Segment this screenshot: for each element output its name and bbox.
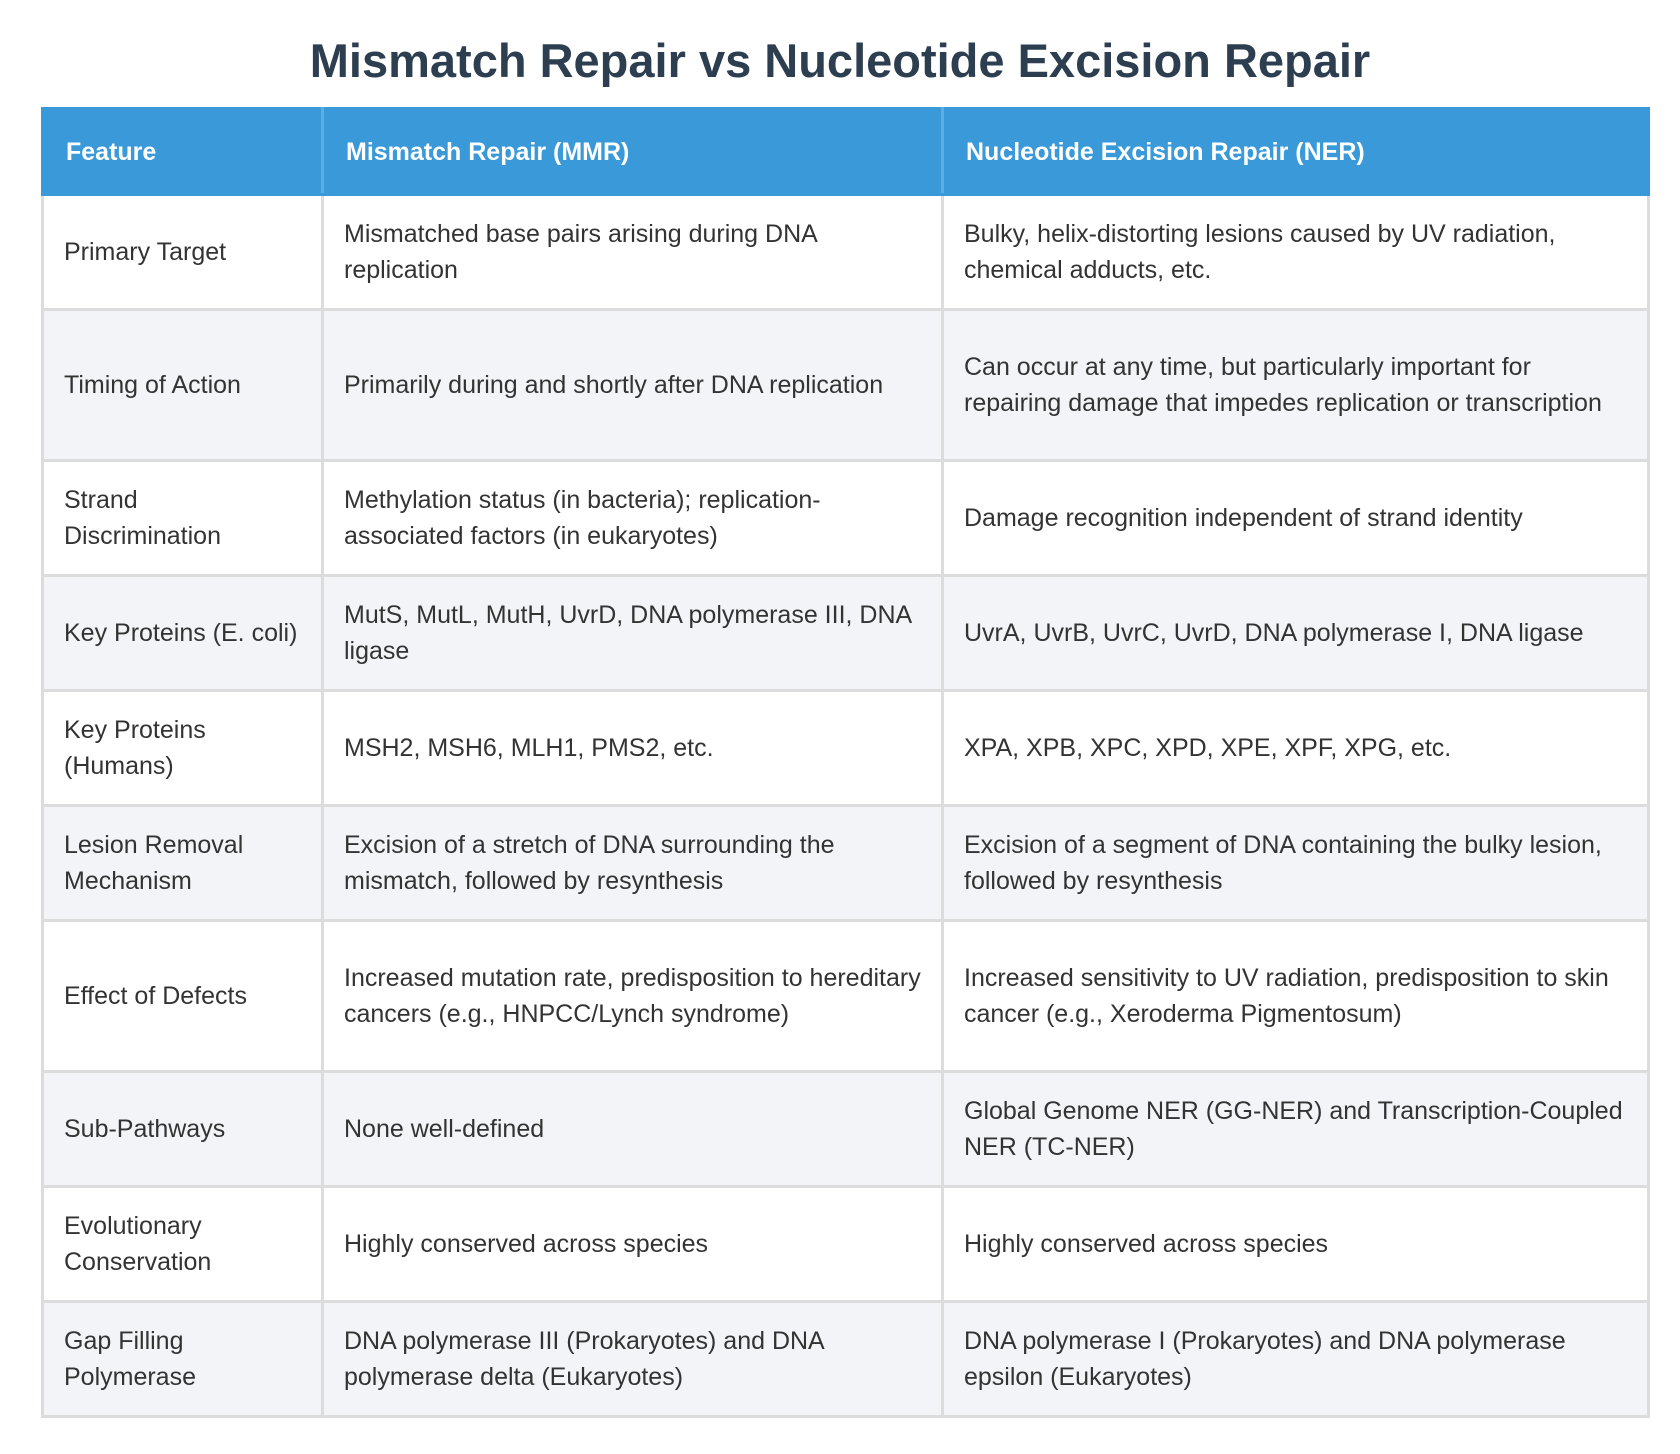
page-title: Mismatch Repair vs Nucleotide Excision Repair bbox=[309, 34, 1371, 87]
table-header bbox=[43, 109, 1649, 195]
ner-cell: Excision of a segment of DNA containing the bulky lesion, followed by resynthesis bbox=[943, 806, 1649, 921]
ner-cell: Global Genome NER (GG-NER) and Transcription-Coupled NER (TC-NER) bbox=[943, 1072, 1649, 1187]
column-header-mmr: Mismatch Repair (MMR) bbox=[323, 109, 943, 195]
feature-cell: Strand Discrimination bbox=[43, 461, 323, 576]
mmr-cell: MSH2, MSH6, MLH1, PMS2, etc. bbox=[323, 691, 943, 806]
table-row bbox=[43, 1302, 1649, 1417]
mmr-cell: Primarily during and shortly after DNA replication bbox=[323, 310, 943, 461]
ner-cell: Highly conserved across species bbox=[943, 1187, 1649, 1302]
table-row bbox=[43, 461, 1649, 576]
mmr-cell: Excision of a stretch of DNA surrounding the mismatch, followed by resynthesis bbox=[323, 806, 943, 921]
feature-cell: Effect of Defects bbox=[43, 921, 323, 1072]
feature-cell: Gap Filling Polymerase bbox=[43, 1302, 323, 1417]
table-row bbox=[43, 310, 1649, 461]
header-row bbox=[43, 109, 1649, 195]
comparison-table-container bbox=[41, 107, 1647, 1418]
table-row bbox=[43, 806, 1649, 921]
feature-cell: Sub-Pathways bbox=[43, 1072, 323, 1187]
ner-cell: Bulky, helix-distorting lesions caused by UV radiation, chemical adducts, etc. bbox=[943, 195, 1649, 310]
table-row bbox=[43, 691, 1649, 806]
ner-cell: Damage recognition independent of strand identity bbox=[943, 461, 1649, 576]
feature-cell: Primary Target bbox=[43, 195, 323, 310]
table-row bbox=[43, 1072, 1649, 1187]
mmr-cell: Increased mutation rate, predisposition to hereditary cancers (e.g., HNPCC/Lynch syndrome) bbox=[323, 921, 943, 1072]
feature-cell: Lesion Removal Mechanism bbox=[43, 806, 323, 921]
table-row bbox=[43, 576, 1649, 691]
ner-cell: XPA, XPB, XPC, XPD, XPE, XPF, XPG, etc. bbox=[943, 691, 1649, 806]
ner-cell: Can occur at any time, but particularly important for repairing damage that impedes replication or transcription bbox=[943, 310, 1649, 461]
mmr-cell: Highly conserved across species bbox=[323, 1187, 943, 1302]
column-header-ner: Nucleotide Excision Repair (NER) bbox=[943, 109, 1649, 195]
table-row bbox=[43, 921, 1649, 1072]
table-body bbox=[43, 195, 1649, 1417]
feature-cell: Timing of Action bbox=[43, 310, 323, 461]
table-row bbox=[43, 1187, 1649, 1302]
ner-cell: Increased sensitivity to UV radiation, predisposition to skin cancer (e.g., Xeroderma Pigmentosum) bbox=[943, 921, 1649, 1072]
feature-cell: Evolutionary Conservation bbox=[43, 1187, 323, 1302]
table-row bbox=[43, 195, 1649, 310]
ner-cell: DNA polymerase I (Prokaryotes) and DNA polymerase epsilon (Eukaryotes) bbox=[943, 1302, 1649, 1417]
comparison-table bbox=[41, 107, 1650, 1418]
feature-cell: Key Proteins (E. coli) bbox=[43, 576, 323, 691]
mmr-cell: None well-defined bbox=[323, 1072, 943, 1187]
mmr-cell: Methylation status (in bacteria); replication-associated factors (in eukaryotes) bbox=[323, 461, 943, 576]
mmr-cell: DNA polymerase III (Prokaryotes) and DNA polymerase delta (Eukaryotes) bbox=[323, 1302, 943, 1417]
ner-cell: UvrA, UvrB, UvrC, UvrD, DNA polymerase I, DNA ligase bbox=[943, 576, 1649, 691]
column-header-feature: Feature bbox=[43, 109, 323, 195]
mmr-cell: Mismatched base pairs arising during DNA replication bbox=[323, 195, 943, 310]
feature-cell: Key Proteins (Humans) bbox=[43, 691, 323, 806]
mmr-cell: MutS, MutL, MutH, UvrD, DNA polymerase III, DNA ligase bbox=[323, 576, 943, 691]
